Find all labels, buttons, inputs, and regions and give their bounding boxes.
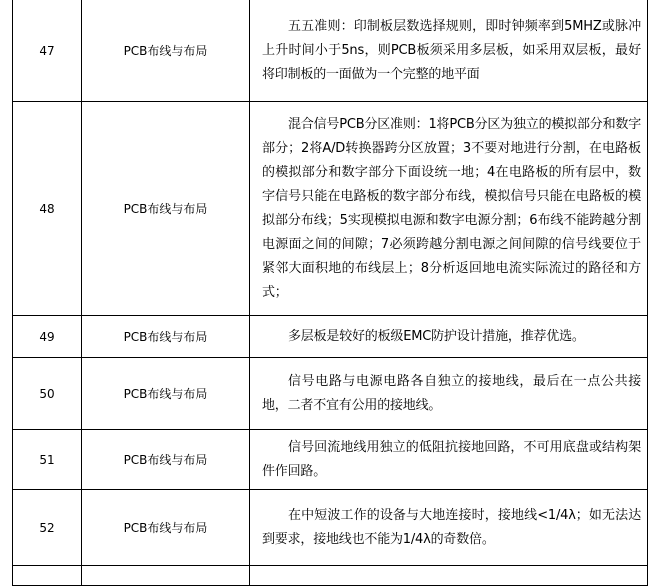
table-row [13,0,648,102]
row-number: 50 [13,358,82,430]
row-category: PCB布线与布局 [82,102,250,316]
row-category: PCB布线与布局 [82,316,250,358]
row-description [250,490,648,566]
row-number: 48 [13,102,82,316]
table-row [13,316,648,358]
row-description [250,358,648,430]
row-description-text: 多层板是较好的板级EMC防护设计措施，推荐优选。 [288,328,585,344]
rules-table [12,0,648,586]
row-number: 49 [13,316,82,358]
row-category: PCB布线与布局 [82,430,250,490]
row-description [250,430,648,490]
row-description-text: 五五准则：印制板层数选择规则，即时钟频率到5MHZ或脉冲上升时间小于5ns，则PCB板须采用多层板，如采用双层板，最好将印制板的一面做为一个完整的地平面 [262,18,641,82]
table-row [13,358,648,430]
row-number: 52 [13,490,82,566]
row-description-text: 信号电路与电源电路各自独立的接地线，最后在一点公共接地，二者不宜有公用的接地线。 [262,373,641,413]
row-description-text: 信号回流地线用独立的低阻抗接地回路，不可用底盘或结构架件作回路。 [262,439,641,479]
row-number: 51 [13,430,82,490]
row-description [250,102,648,316]
row-description-text: 在中短波工作的设备与大地连接时，接地线<1/4λ；如无法达到要求，接地线也不能为1/4λ的奇数倍。 [262,507,641,547]
table-row [13,102,648,316]
row-description [250,0,648,102]
row-category: PCB布线与布局 [82,0,250,102]
row-category: PCB布线与布局 [82,358,250,430]
row-description [250,316,648,358]
row-number: 47 [13,0,82,102]
row-category: PCB布线与布局 [82,490,250,566]
table-row [13,490,648,566]
table-row [13,430,648,490]
row-description-text: 混合信号PCB分区准则：1将PCB分区为独立的模拟部分和数字部分；2将A/D转换器跨分区放置；3不要对地进行分割，在电路板的模拟部分和数字部分下面设统一地；4在电路板的所有层中，数字信号只能在电路板的数字部分布线，模拟信号只能在电路板的模拟部分布线；5实现模拟电源和数字电源分割；6布线不能跨越分割电源面之间的间隙；7必须跨越分割电源之间间隙的信号线要位于紧邻大面积地的布线层上；8分析返回地电流实际流过的路径和方式； [262,116,641,300]
